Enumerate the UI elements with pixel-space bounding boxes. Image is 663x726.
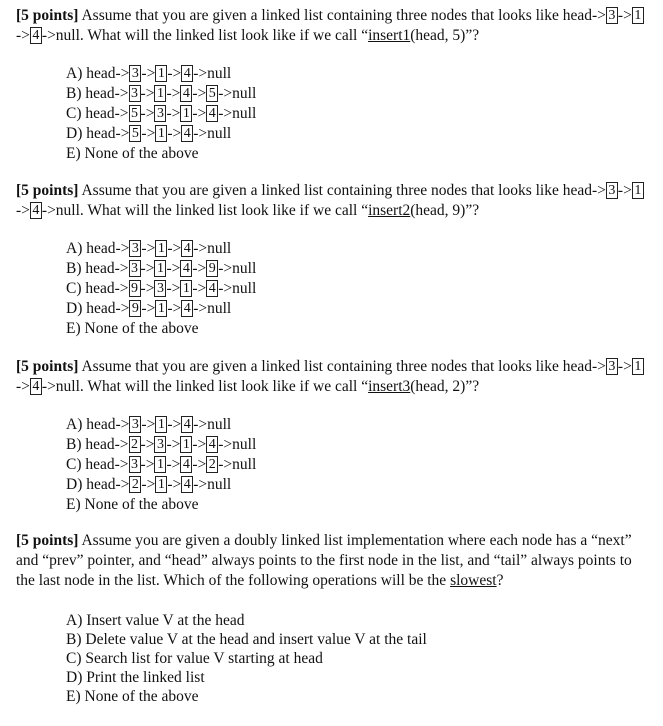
list-node: 3 xyxy=(606,7,618,24)
list-node: 4 xyxy=(206,280,218,297)
question-intro: Assume that you are given a linked list containing three nodes that looks like xyxy=(81,7,559,24)
list-node: 1 xyxy=(180,280,192,297)
list-node: 4 xyxy=(30,27,42,44)
list-node: 4 xyxy=(181,300,193,317)
question-stem: [5 points] Assume that you are given a linked list containing three nodes that looks like head-> 3 -> 1-> 4 ->null. What will the linked list look like if we call “insert2(head, 9)”? xyxy=(16,181,646,221)
option-label: E) None of the above xyxy=(66,496,199,513)
question-4-points: [5 points] xyxy=(16,532,79,549)
list-node: 5 xyxy=(129,125,141,142)
function-args: (head, 9) xyxy=(410,202,466,219)
list-node: 2 xyxy=(206,456,218,473)
option-e: E) None of the above xyxy=(66,688,199,705)
list-null: ->null xyxy=(218,436,257,453)
list-null: ->null xyxy=(218,280,257,297)
list-null: ->null xyxy=(218,260,257,277)
question-ask: What will the linked list look like if we call “ xyxy=(87,27,369,44)
question-4-underlined: slowest xyxy=(450,572,497,589)
option-d: D) head-> 9 -> 1 -> 4 ->null xyxy=(66,300,232,317)
list-node: 3 xyxy=(154,105,166,122)
list-node: 3 xyxy=(606,358,618,375)
function-name: insert3 xyxy=(368,378,411,395)
list-node: 1 xyxy=(180,436,192,453)
option-e xyxy=(66,144,646,164)
list-node: 4 xyxy=(181,125,193,142)
option-label: B) head-> xyxy=(66,260,129,277)
list-node: 4 xyxy=(30,378,42,395)
list-node: 4 xyxy=(180,85,192,102)
list-node: 1 xyxy=(155,300,167,317)
question-intro: Assume that you are given a linked list containing three nodes that looks like xyxy=(81,358,559,375)
list-node: 1 xyxy=(632,7,644,24)
list-node: 1 xyxy=(155,416,167,433)
list-node: 9 xyxy=(129,280,141,297)
list-node: 3 xyxy=(606,182,618,199)
list-node: 4 xyxy=(180,456,192,473)
question-3 xyxy=(16,357,646,515)
question-4-stem xyxy=(16,531,646,591)
list-node: 4 xyxy=(30,202,42,219)
list-node: 1 xyxy=(180,105,192,122)
option-label: C) head-> xyxy=(66,105,129,122)
function-name: insert1 xyxy=(368,27,411,44)
list-node: 1 xyxy=(154,456,166,473)
list-null: ->null xyxy=(218,456,257,473)
option-label: A) head-> xyxy=(66,65,130,82)
points-label: [5 points] xyxy=(16,358,79,375)
answer-options xyxy=(66,239,646,339)
list-node: 3 xyxy=(154,280,166,297)
list-null: ->null. xyxy=(41,27,84,44)
list-node: 3 xyxy=(129,456,141,473)
list-null: ->null xyxy=(193,476,232,493)
question-4-text: Assume you are given a doubly linked list implementation where each node has a “next” and “prev” pointer, and “head” always points to the first node in the list, and “tail” always points to the last node in the list. Which of the following operations will be the xyxy=(16,532,632,589)
option-a: A) Insert value V at the head xyxy=(66,612,245,629)
list-node: 3 xyxy=(129,240,141,257)
list-node: 4 xyxy=(180,260,192,277)
question-2 xyxy=(16,181,646,339)
list-null: ->null xyxy=(193,240,232,257)
option-b: B) head-> 3 -> 1 -> 4 -> 9 ->null xyxy=(66,260,257,277)
list-node: 3 xyxy=(129,260,141,277)
option-d: D) head-> 2 -> 1 -> 4 ->null xyxy=(66,476,232,493)
list-null: ->null xyxy=(218,105,257,122)
list-node: 3 xyxy=(154,436,166,453)
list-node: 1 xyxy=(155,125,167,142)
list-node: 1 xyxy=(154,260,166,277)
option-e xyxy=(66,495,646,515)
list-null: ->null xyxy=(193,65,232,82)
option-label: D) head-> xyxy=(66,300,130,317)
question-stem: [5 points] Assume that you are given a linked list containing three nodes that looks like head-> 3 -> 1-> 4 ->null. What will the linked list look like if we call “insert3(head, 2)”? xyxy=(16,357,646,397)
option-b: B) head-> 3 -> 1 -> 4 -> 5 ->null xyxy=(66,85,257,102)
points-label: [5 points] xyxy=(16,182,79,199)
list-node: 1 xyxy=(632,182,644,199)
question-ask-end: ”? xyxy=(465,378,480,395)
list-node: 1 xyxy=(155,65,167,82)
option-label: B) head-> xyxy=(66,85,129,102)
option-label: D) head-> xyxy=(66,476,130,493)
option-c: C) head-> 9 -> 3 -> 1 -> 4 ->null xyxy=(66,280,257,297)
list-null: ->null. xyxy=(41,202,84,219)
option-b: B) Delete value V at the head and insert value V at the tail xyxy=(66,631,427,648)
list-node: 3 xyxy=(129,65,141,82)
list-null: ->null xyxy=(193,300,232,317)
question-4-options xyxy=(66,611,646,706)
list-node: 1 xyxy=(155,476,167,493)
points-label: [5 points] xyxy=(16,7,79,24)
answer-options xyxy=(66,415,646,515)
option-label: E) None of the above xyxy=(66,320,199,337)
option-c: C) head-> 5 -> 3 -> 1 -> 4 ->null xyxy=(66,105,257,122)
question-stem: [5 points] Assume that you are given a linked list containing three nodes that looks like head-> 3 -> 1-> 4 ->null. What will the linked list look like if we call “insert1(head, 5)”? xyxy=(16,6,646,46)
question-ask-end: ”? xyxy=(465,202,480,219)
list-null: ->null xyxy=(218,85,257,102)
question-ask-end: ”? xyxy=(465,27,480,44)
option-label: C) head-> xyxy=(66,280,129,297)
option-label: A) head-> xyxy=(66,416,130,433)
function-args: (head, 5) xyxy=(410,27,466,44)
option-label: E) None of the above xyxy=(66,145,199,162)
list-node: 5 xyxy=(129,105,141,122)
question-intro: Assume that you are given a linked list containing three nodes that looks like xyxy=(81,182,559,199)
question-4 xyxy=(16,531,646,706)
option-a: A) head-> 3 -> 1 -> 4 ->null xyxy=(66,416,232,433)
option-label: C) head-> xyxy=(66,456,129,473)
list-node: 9 xyxy=(206,260,218,277)
list-node: 4 xyxy=(206,105,218,122)
list-node: 3 xyxy=(129,85,141,102)
option-a: A) head-> 3 -> 1 -> 4 ->null xyxy=(66,65,232,82)
answer-options xyxy=(66,64,646,164)
list-head: head-> xyxy=(562,182,606,199)
function-args: (head, 2) xyxy=(410,378,466,395)
question-ask: What will the linked list look like if we call “ xyxy=(87,378,369,395)
option-c: C) Search list for value V starting at head xyxy=(66,650,323,667)
list-node: 4 xyxy=(181,240,193,257)
list-node: 9 xyxy=(129,300,141,317)
list-node: 4 xyxy=(181,416,193,433)
list-head: head-> xyxy=(562,7,606,24)
option-label: A) head-> xyxy=(66,240,130,257)
list-node: 5 xyxy=(206,85,218,102)
list-null: ->null xyxy=(193,416,232,433)
option-e xyxy=(66,319,646,339)
list-node: 2 xyxy=(129,436,141,453)
option-label: B) head-> xyxy=(66,436,129,453)
list-node: 2 xyxy=(129,476,141,493)
question-4-text-end: ? xyxy=(496,572,504,589)
list-node: 1 xyxy=(632,358,644,375)
list-node: 4 xyxy=(206,436,218,453)
list-node: 3 xyxy=(129,416,141,433)
question-1 xyxy=(16,6,646,164)
option-d: D) head-> 5 -> 1 -> 4 ->null xyxy=(66,125,232,142)
option-a: A) head-> 3 -> 1 -> 4 ->null xyxy=(66,240,232,257)
list-node: 4 xyxy=(181,65,193,82)
list-null: ->null. xyxy=(41,378,84,395)
option-b: B) head-> 2 -> 3 -> 1 -> 4 ->null xyxy=(66,436,257,453)
function-name: insert2 xyxy=(368,202,411,219)
question-ask: What will the linked list look like if we call “ xyxy=(87,202,369,219)
list-node: 1 xyxy=(155,240,167,257)
option-d: D) Print the linked list xyxy=(66,669,205,686)
list-node: 1 xyxy=(154,85,166,102)
list-head: head-> xyxy=(562,358,606,375)
list-node: 4 xyxy=(181,476,193,493)
option-label: D) head-> xyxy=(66,125,130,142)
option-c: C) head-> 3 -> 1 -> 4 -> 2 ->null xyxy=(66,456,257,473)
list-null: ->null xyxy=(193,125,232,142)
